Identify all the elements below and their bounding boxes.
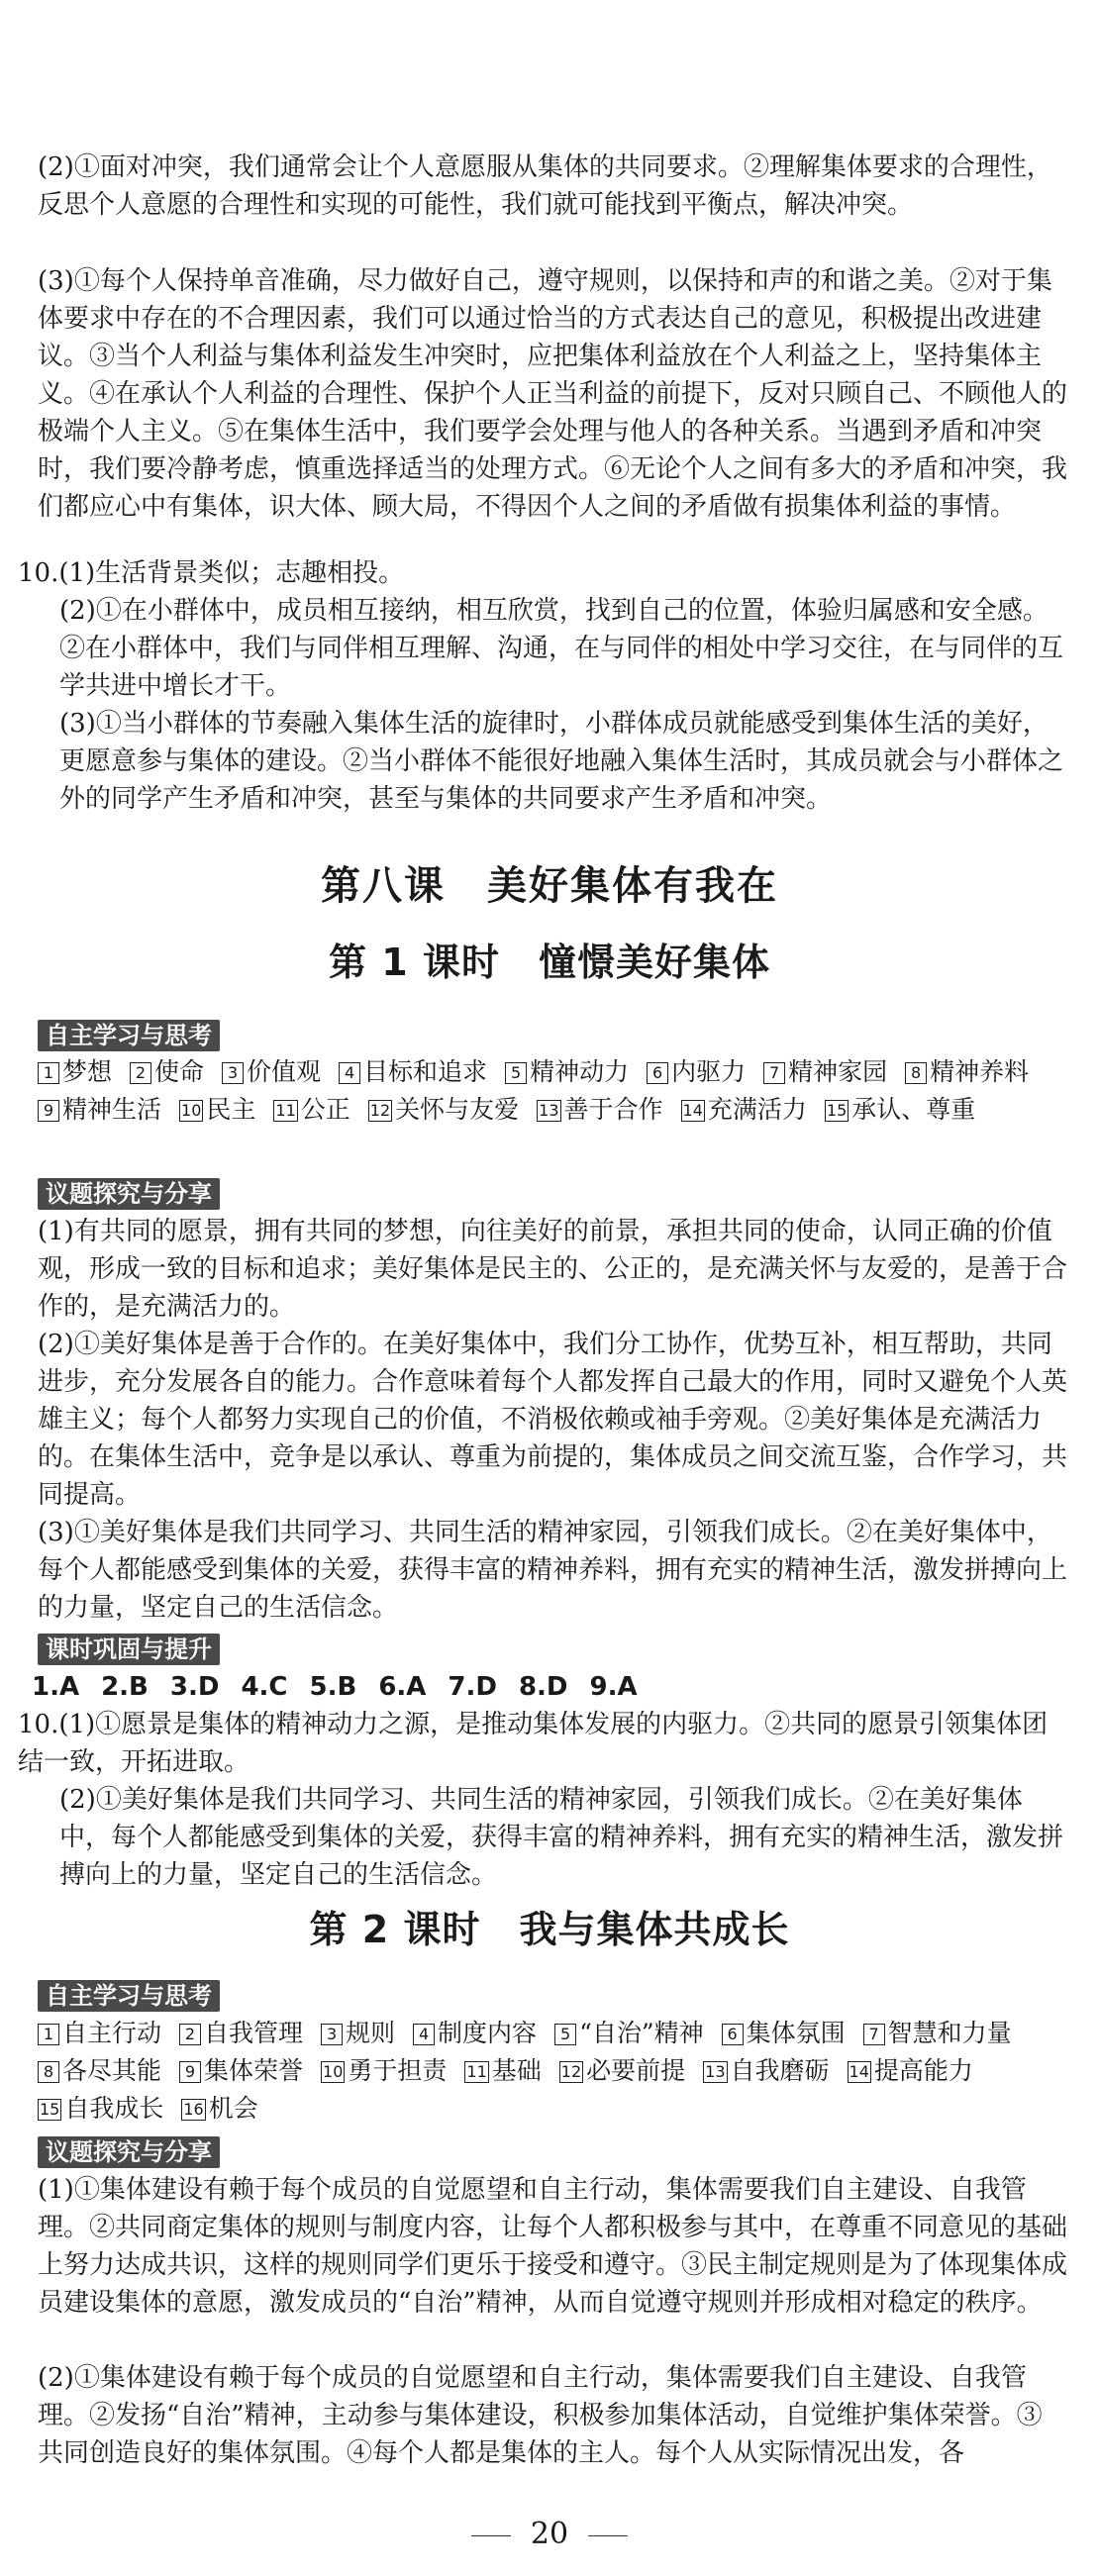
keyword-item [38, 1053, 112, 1091]
keyword-text: 机会 [208, 2094, 258, 2123]
keyword-number-box: 10 [181, 1101, 202, 1120]
section-label-self-study-2: 自主学习与思考 [38, 1980, 220, 2012]
keyword-item [537, 1091, 662, 1129]
keyword-text: 制度内容 [438, 2019, 538, 2047]
choice-answer: 6.A [378, 1672, 427, 1702]
keyword-text: 公正 [300, 1095, 350, 1124]
keyword-number-box: 3 [321, 2024, 343, 2045]
keyword-text: 勇于担责 [348, 2056, 448, 2085]
period-1-question-10-part-2: (2)①美好集体是我们共同学习、共同生活的精神家园，引领我们成长。②在美好集体中，每个人都能感受到集体的关爱，获得丰富的精神养料，拥有充实的精神生活，激发拼搏向上的力量，坚定自己的生活信念。 [59, 1785, 1064, 1890]
keyword-text: 精神家园 [788, 1057, 888, 1086]
choice-answer: 1.A [32, 1672, 80, 1702]
keyword-item [179, 2052, 303, 2090]
choice-answer: 4.C [241, 1672, 288, 1702]
page-number-footer [0, 2515, 1099, 2554]
keyword-text: 使命 [154, 1057, 205, 1086]
keyword-text: 内驱力 [671, 1057, 747, 1086]
keyword-item [647, 1053, 746, 1091]
keyword-number-box: 3 [222, 1062, 244, 1084]
keyword-text: 自我成长 [64, 2094, 164, 2123]
keyword-item [722, 2015, 846, 2052]
keyword-item [38, 1091, 161, 1129]
keyword-text: 精神生活 [62, 1095, 162, 1124]
choice-answer: 9.A [589, 1672, 638, 1702]
keyword-text: 集体氛围 [746, 2019, 846, 2047]
keyword-item [848, 2052, 973, 2090]
keyword-item [130, 1053, 204, 1091]
footer-dash-right [588, 2535, 628, 2536]
keyword-number-box: 4 [413, 2024, 435, 2045]
keyword-number-box: 12 [369, 1101, 391, 1120]
choice-answer: 8.D [518, 1672, 568, 1702]
keyword-item [559, 2052, 685, 2090]
keyword-list-period-2 [38, 2015, 1067, 2128]
keyword-number-box: 12 [560, 2062, 582, 2081]
keyword-number-box: 2 [130, 1062, 151, 1084]
keyword-text: 自主行动 [62, 2019, 162, 2047]
answer-paragraph-3: (3)①每个人保持单音准确，尽力做好自己，遵守规则，以保持和声的和谐之美。②对于集体要求中存在的不合理因素，我们可以通过恰当的方式表达自己的意见，积极提出改进建议。③当个人利益与集体利益发生冲突时，应把集体利益放在个人利益之上，坚持集体主义。④在承认个人利益的合理性、保护个人正当利益的前提下，反对只顾自己、不顾他人的极端个人主义。⑤在集体生活中，我们要学会处理与他人的各种关系。当遇到矛盾和冲突时，我们要冷静考虑，慎重选择适当的处理方式。⑥无论个人之间有多大的矛盾和冲突，我们都应心中有集体，识大体、顾大局，不得因个人之间的矛盾做有损集体利益的事情。 [38, 266, 1068, 522]
keyword-item [905, 1053, 1029, 1091]
period-1-title: 第 1 课时 憧憬美好集体 [329, 941, 770, 984]
keyword-text: 提高能力 [873, 2056, 973, 2085]
keyword-number-box: 8 [905, 1062, 927, 1084]
footer-dash-left [471, 2535, 511, 2536]
keyword-item [554, 2015, 704, 2052]
section-label-consolidate: 课时巩固与提升 [38, 1634, 220, 1665]
page-number: 20 [530, 2517, 569, 2551]
keyword-number-box: 7 [863, 2024, 885, 2045]
keyword-number-box: 16 [183, 2100, 204, 2119]
keyword-number-box: 11 [466, 2062, 487, 2081]
keyword-text: 必要前提 [586, 2056, 686, 2085]
keyword-item [321, 2052, 447, 2090]
keyword-item [321, 2015, 395, 2052]
keyword-number-box: 13 [705, 2062, 726, 2081]
question-10-part-3: (3)①当小群体的节奏融入集体生活的旋律时，小群体成员就能感受到集体生活的美好，更愿意参与集体的建设。②当小群体不能很好地融入集体生活时，其成员就会与小群体之外的同学产生矛盾和冲突，甚至与集体的共同要求产生矛盾和冲突。 [59, 709, 1064, 814]
keyword-number-box: 9 [179, 2061, 201, 2083]
keyword-text: 集体荣誉 [204, 2056, 304, 2085]
keyword-item [222, 1053, 321, 1091]
keyword-item [38, 2090, 163, 2128]
keyword-item [273, 1091, 350, 1129]
keyword-text: 基础 [491, 2056, 542, 2085]
keyword-text: 各尽其能 [62, 2056, 162, 2085]
keyword-item [413, 2015, 537, 2052]
keyword-number-box: 1 [38, 1062, 59, 1084]
keyword-number-box: 15 [826, 1101, 848, 1120]
keyword-number-box: 11 [275, 1101, 296, 1120]
keyword-text: 精神动力 [530, 1057, 630, 1086]
choice-answer: 5.B [309, 1672, 357, 1702]
period-2-title: 第 2 课时 我与集体共成长 [309, 1908, 790, 1951]
question-10-part-1: 10.(1)生活背景类似；志趣相投。 [18, 558, 405, 588]
keyword-text: 精神养料 [930, 1057, 1030, 1086]
section-label-self-study: 自主学习与思考 [38, 1020, 220, 1051]
keyword-text: 梦想 [62, 1057, 113, 1086]
keyword-number-box: 15 [40, 2100, 60, 2119]
choice-answer: 3.D [169, 1672, 220, 1702]
keyword-text: 民主 [206, 1095, 256, 1124]
keyword-number-box: 2 [179, 2024, 201, 2045]
keyword-item [179, 2015, 303, 2052]
keyword-text: 智慧和力量 [887, 2019, 1012, 2047]
keyword-item [339, 1053, 487, 1091]
section-label-explore: 议题探究与分享 [38, 1178, 220, 1210]
keyword-item [505, 1053, 629, 1091]
keyword-text: 善于合作 [563, 1095, 663, 1124]
keyword-number-box: 14 [849, 2062, 869, 2081]
choice-answer: 2.B [101, 1672, 149, 1702]
explore-answer-1: (1)有共同的愿景，拥有共同的梦想，向往美好的前景，承担共同的使命，认同正确的价值观，形成一致的目标和追求；美好集体是民主的、公正的，是充满关怀与友爱的，是善于合作的，是充满活力的。 [38, 1217, 1068, 1322]
keyword-item [825, 1091, 975, 1129]
keyword-number-box: 5 [505, 1062, 527, 1084]
keyword-text: 规则 [346, 2019, 396, 2047]
keyword-item [181, 2090, 257, 2128]
answer-paragraph-2: (2)①面对冲突，我们通常会让个人意愿服从集体的共同要求。②理解集体要求的合理性，反思个人意愿的合理性和实现的可能性，我们就可能找到平衡点，解决冲突。 [38, 152, 1052, 220]
keyword-item [38, 2052, 161, 2090]
keyword-text: 自我磨砺 [730, 2056, 830, 2085]
keyword-text: 充满活力 [707, 1095, 807, 1124]
choice-answer: 7.D [448, 1672, 497, 1702]
keyword-item [464, 2052, 541, 2090]
lesson-title: 第八课 美好集体有我在 [321, 863, 778, 909]
keyword-item [681, 1091, 807, 1129]
explore-answer-3: (3)①美好集体是我们共同学习、共同生活的精神家园，引领我们成长。②在美好集体中，每个人都能感受到集体的关爱，获得丰富的精神养料，拥有充实的精神生活，激发拼搏向上的力量，坚定自己的生活信念。 [38, 1518, 1068, 1623]
keyword-text: 关怀与友爱 [395, 1095, 520, 1124]
keyword-text: “自治”精神 [579, 2019, 704, 2047]
keyword-number-box: 9 [38, 1100, 59, 1122]
keyword-text: 目标和追求 [363, 1057, 488, 1086]
keyword-number-box: 13 [539, 1101, 559, 1120]
keyword-text: 自我管理 [204, 2019, 304, 2047]
keyword-list-period-1 [38, 1053, 1067, 1129]
keyword-number-box: 6 [647, 1062, 668, 1084]
question-10-part-2: (2)①在小群体中，成员相互接纳，相互欣赏，找到自己的位置，体验归属感和安全感。②在小群体中，我们与同伴相互理解、沟通，在与同伴的相处中学习交往，在与同伴的互学共进中增长才干。 [59, 596, 1064, 701]
explore-answer-2: (2)①美好集体是善于合作的。在美好集体中，我们分工协作，优势互补，相互帮助，共同进步，充分发展各自的能力。合作意味着每个人都发挥自己最大的作用，同时又避免个人英雄主义；每个人都努力实现自己的价值，不消极依赖或袖手旁观。②美好集体是充满活力的。在集体生活中，竞争是以承认、尊重为前提的，集体成员之间交流互鉴，合作学习，共同提高。 [38, 1330, 1068, 1510]
keyword-item [863, 2015, 1012, 2052]
keyword-item [763, 1053, 887, 1091]
keyword-item [38, 2015, 161, 2052]
keyword-item [368, 1091, 519, 1129]
period-2-explore-answer-2: (2)①集体建设有赖于每个成员的自觉愿望和自主行动，集体需要我们自主建设、自我管理。②发扬“自治”精神，主动参与集体建设，积极参加集体活动，自觉维护集体荣誉。③共同创造良好的集体氛围。④每个人都是集体的主人。每个人从实际情况出发，各 [38, 2363, 1043, 2468]
keyword-number-box: 8 [38, 2061, 59, 2083]
period-1-question-10-part-1: 10.(1)①愿景是集体的精神动力之源，是推动集体发展的内驱力。②共同的愿景引领集体团结一致，开拓进取。 [18, 1710, 1049, 1777]
keyword-number-box: 6 [722, 2024, 744, 2045]
keyword-number-box: 5 [554, 2024, 576, 2045]
keyword-number-box: 14 [682, 1101, 703, 1120]
section-label-explore-2: 议题探究与分享 [38, 2136, 220, 2168]
keyword-item [703, 2052, 829, 2090]
keyword-text: 承认、尊重 [851, 1095, 976, 1124]
keyword-number-box: 10 [323, 2062, 344, 2081]
keyword-number-box: 4 [339, 1062, 360, 1084]
keyword-number-box: 7 [763, 1062, 785, 1084]
period-2-explore-answer-1: (1)①集体建设有赖于每个成员的自觉愿望和自主行动，集体需要我们自主建设、自我管理。②共同商定集体的规则与制度内容，让每个人都积极参与其中，在尊重不同意见的基础上努力达成共识，这样的规则同学们更乐于接受和遵守。③民主制定规则是为了体现集体成员建设集体的意愿，激发成员的“自治”精神，从而自觉遵守规则并形成相对稳定的秩序。 [38, 2175, 1068, 2318]
keyword-text: 价值观 [247, 1057, 322, 1086]
keyword-number-box: 1 [38, 2024, 59, 2045]
choice-answers [32, 1668, 1061, 1706]
keyword-item [179, 1091, 255, 1129]
